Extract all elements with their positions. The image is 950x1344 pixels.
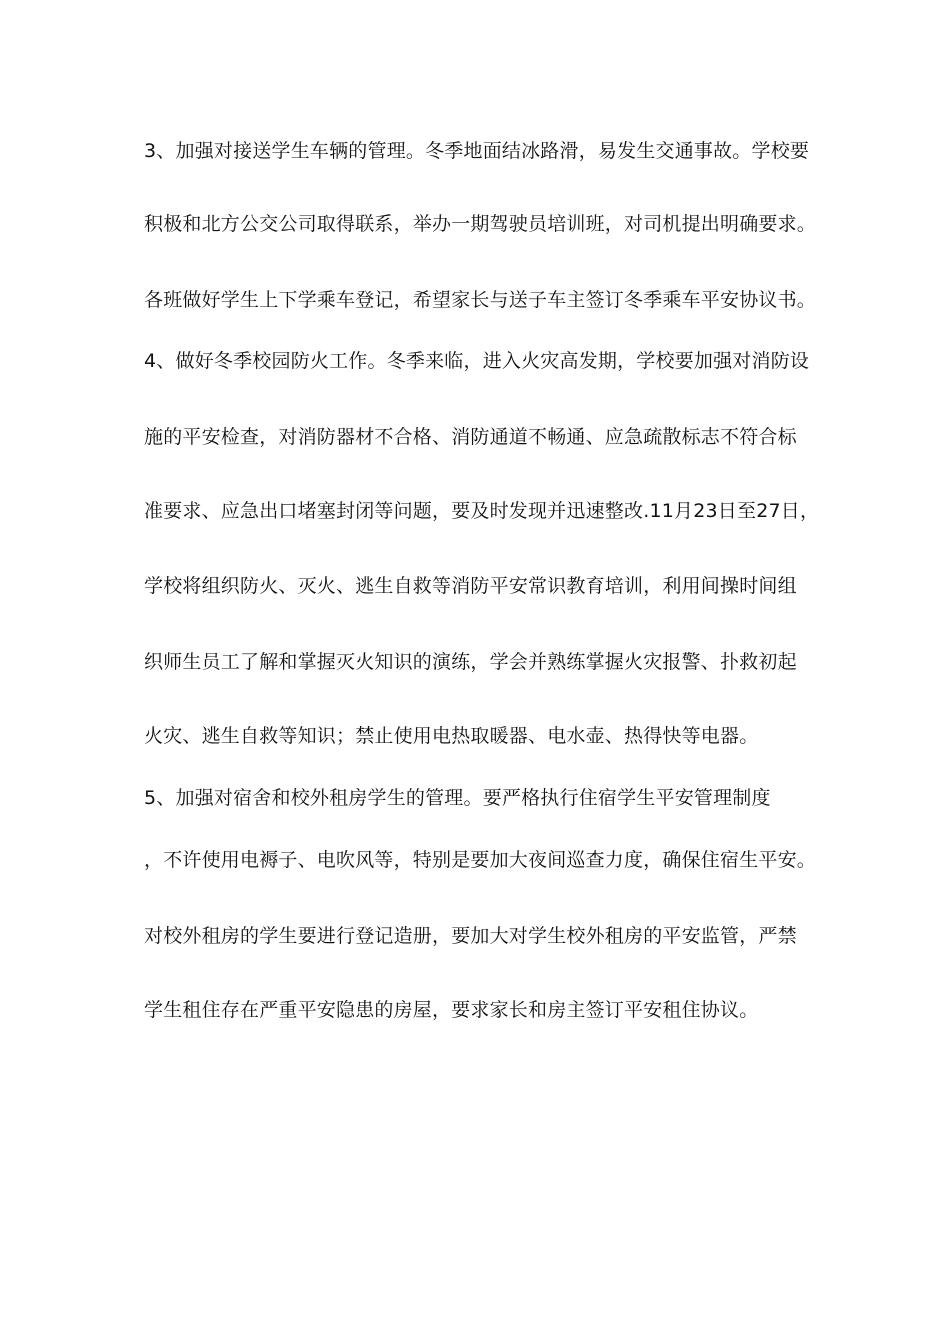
text-line: 3、加强对接送学生车辆的管理。冬季地面结冰路滑，易发生交通事故。学校要	[144, 140, 810, 162]
text-line: 学生租住存在严重平安隐患的房屋，要求家长和房主签订平安租住协议。	[144, 999, 759, 1021]
text-line: 学校将组织防火、灭火、逃生自救等消防平安常识教育培训，利用间操时间组	[144, 575, 797, 597]
text-line: 各班做好学生上下学乘车登记，希望家长与送子车主签订冬季乘车平安协议书。	[144, 289, 817, 311]
text-line: 积极和北方公交公司取得联系，举办一期驾驶员培训班，对司机提出明确要求。	[144, 213, 817, 235]
text-line: 施的平安检查，对消防器材不合格、消防通道不畅通、应急疏散标志不符合标	[144, 426, 797, 448]
text-line: 5、加强对宿舍和校外租房学生的管理。要严格执行住宿学生平安管理制度	[144, 787, 771, 809]
text-line: 准要求、应急出口堵塞封闭等问题，要及时发现并迅速整改.11月23日至27日，	[144, 500, 820, 522]
text-line: 火灾、逃生自救等知识；禁止使用电热取暖器、电水壶、热得快等电器。	[144, 725, 759, 747]
text-line: 织师生员工了解和掌握灭火知识的演练，学会并熟练掌握火灾报警、扑救初起	[144, 651, 797, 673]
text-line: 4、做好冬季校园防火工作。冬季来临，进入火灾高发期，学校要加强对消防设	[144, 350, 810, 372]
text-line: 对校外租房的学生要进行登记造册，要加大对学生校外租房的平安监管，严禁	[144, 925, 797, 947]
text-line: ，不许使用电褥子、电吹风等，特别是要加大夜间巡查力度，确保住宿生平安。	[144, 849, 817, 871]
